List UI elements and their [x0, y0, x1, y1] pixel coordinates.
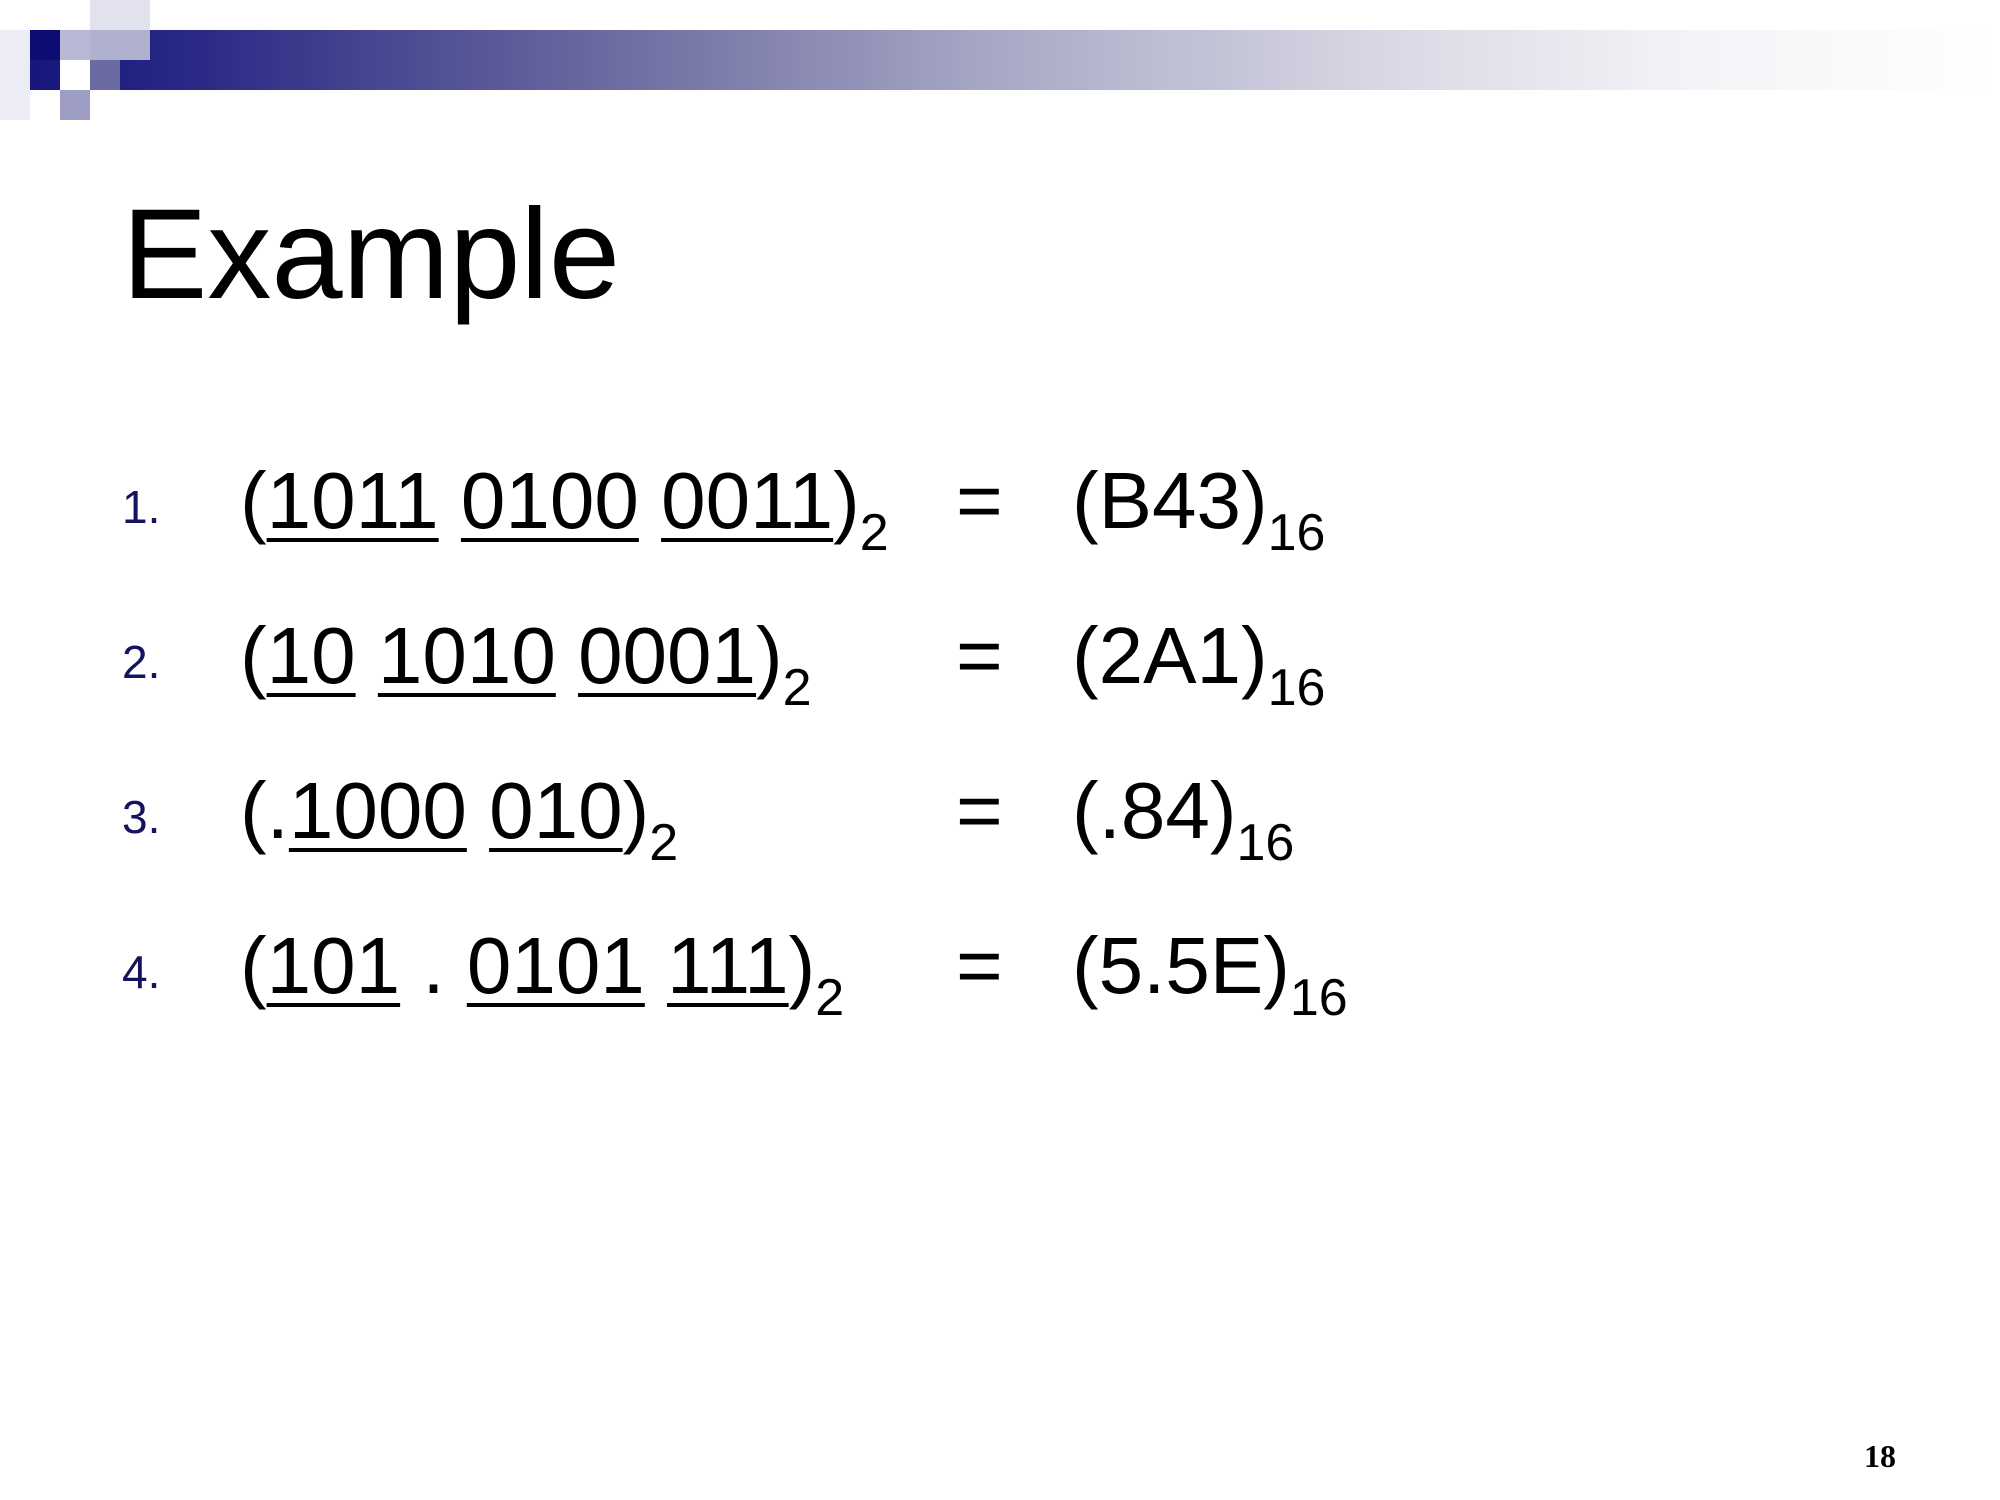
binary-expression [240, 765, 679, 872]
header-decor-square [60, 30, 90, 60]
hex-value: (2A1) [1072, 611, 1268, 700]
open-paren: (. [240, 766, 289, 855]
binary-expression [240, 920, 845, 1027]
base-subscript: 2 [815, 969, 845, 1027]
bit-group: 0001 [578, 611, 757, 700]
header-decor-square [60, 60, 90, 90]
bit-group: 101 [266, 921, 401, 1010]
header-decor-square [90, 60, 120, 90]
hex-expression [1072, 610, 1326, 717]
equals-sign: = [956, 456, 1003, 545]
hex-value: (5.5E) [1072, 921, 1290, 1010]
bit-group: 10 [266, 611, 356, 700]
header-decor-square [90, 30, 150, 60]
list-item [0, 920, 2000, 1027]
hex-expression [1072, 765, 1295, 872]
bit-group: 0101 [466, 921, 645, 1010]
page-number: 18 [1864, 1438, 1896, 1474]
close-paren: ) [833, 456, 860, 545]
close-paren: ) [788, 921, 816, 1010]
open-paren: ( [240, 456, 267, 545]
base-subscript: 2 [782, 659, 812, 717]
base-subscript: 16 [1267, 504, 1326, 562]
header-decor-square [90, 0, 150, 30]
equals-sign: = [956, 921, 1003, 1010]
list-item [0, 455, 2000, 562]
base-subscript: 16 [1236, 814, 1295, 872]
bit-group: 1010 [377, 611, 556, 700]
binary-expression [240, 610, 812, 717]
radix-point: . [422, 921, 445, 1010]
bit-group: 111 [667, 921, 789, 1010]
base-subscript: 2 [649, 814, 679, 872]
open-paren: ( [240, 611, 267, 700]
header-decor-square [60, 90, 90, 120]
header-decor-square [30, 90, 60, 120]
bit-group: 0100 [460, 456, 639, 545]
binary-expression [240, 455, 889, 562]
item-number: 2. [122, 636, 161, 688]
hex-value: (.84) [1072, 766, 1237, 855]
hex-expression [1072, 455, 1326, 562]
close-paren: ) [622, 766, 650, 855]
equals-sign: = [956, 611, 1003, 700]
bit-group: 1011 [266, 456, 439, 545]
item-number: 4. [122, 946, 161, 998]
open-paren: ( [240, 921, 267, 1010]
hex-expression [1072, 920, 1348, 1027]
bit-group: 010 [489, 766, 623, 855]
header-decor-square [30, 0, 90, 30]
header-decor-square [0, 30, 30, 120]
item-number: 1. [122, 481, 161, 533]
header-decor-square [30, 30, 60, 60]
base-subscript: 16 [1267, 659, 1326, 717]
hex-value: (B43) [1072, 456, 1268, 545]
base-subscript: 2 [859, 504, 889, 562]
header-gradient-bar [0, 30, 2000, 90]
close-paren: ) [756, 611, 783, 700]
list-item [0, 765, 2000, 872]
slide-title: Example [122, 183, 620, 326]
base-subscript: 16 [1289, 969, 1348, 1027]
equals-sign: = [956, 766, 1003, 855]
list-item [0, 610, 2000, 717]
header-decor-square [0, 0, 30, 30]
bit-group: 0011 [661, 456, 834, 545]
bit-group: 1000 [288, 766, 467, 855]
item-number: 3. [122, 791, 161, 843]
